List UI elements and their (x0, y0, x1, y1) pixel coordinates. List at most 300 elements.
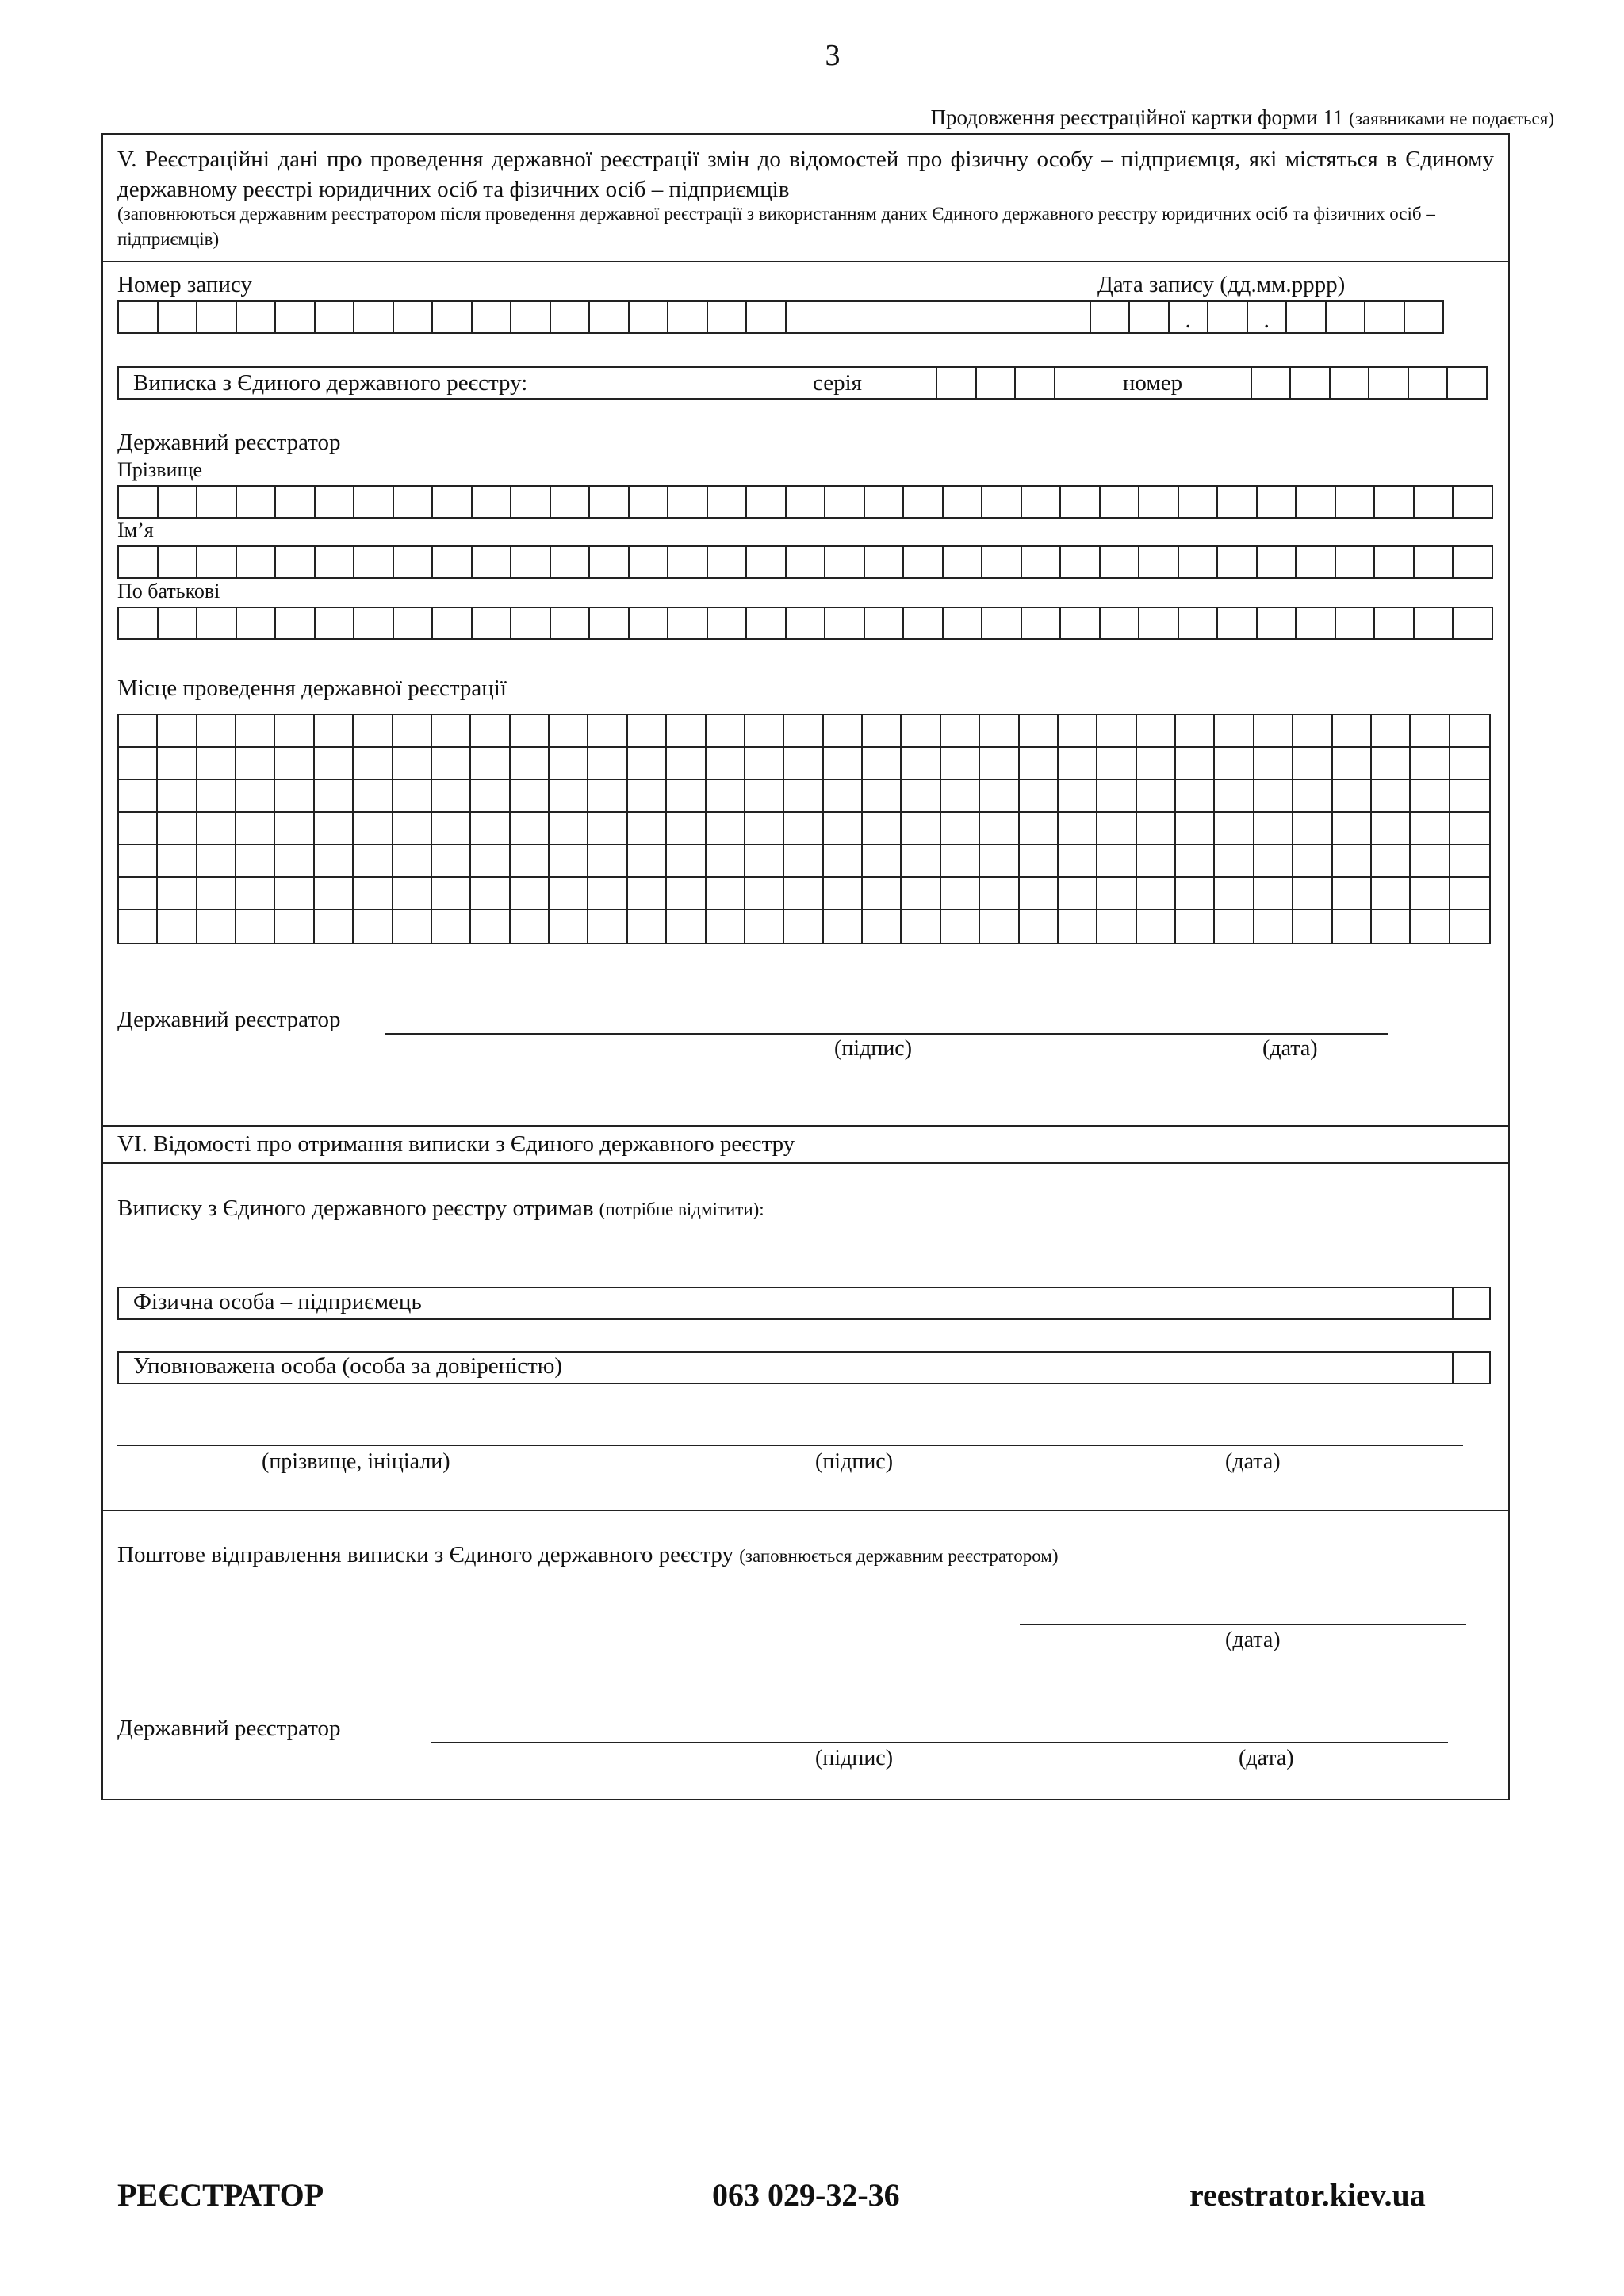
registration-place-cell[interactable] (667, 780, 706, 813)
registration-place-cell[interactable] (628, 715, 667, 748)
registration-place-cell[interactable] (784, 813, 823, 845)
patronymic-cell[interactable] (1179, 608, 1219, 638)
registration-place-cell[interactable] (1411, 845, 1450, 878)
patronymic-cell[interactable] (904, 608, 944, 638)
registration-place-cell[interactable] (1372, 780, 1411, 813)
record-number-cell[interactable] (119, 302, 159, 332)
registration-place-cell[interactable] (354, 780, 393, 813)
receiver-signature-line[interactable] (117, 1445, 1463, 1446)
surname-cell[interactable] (119, 487, 159, 517)
registration-place-cell[interactable] (1254, 845, 1293, 878)
registration-place-cell[interactable] (393, 910, 432, 943)
record-number-cell[interactable] (354, 302, 394, 332)
registrar-signature-line[interactable] (385, 1033, 1388, 1035)
registration-place-cell[interactable] (784, 910, 823, 943)
registration-place-cell[interactable] (1411, 780, 1450, 813)
registration-place-cell[interactable] (511, 845, 550, 878)
surname-cell[interactable] (197, 487, 237, 517)
patronymic-cell[interactable] (551, 608, 591, 638)
registration-place-cell[interactable] (550, 910, 588, 943)
series-cell[interactable] (1016, 368, 1055, 398)
registration-place-cell[interactable] (197, 715, 236, 748)
series-cell[interactable] (977, 368, 1017, 398)
surname-cell[interactable] (237, 487, 277, 517)
patronymic-cell[interactable] (1297, 608, 1336, 638)
registration-place-cell[interactable] (667, 813, 706, 845)
registration-place-cell[interactable] (1020, 813, 1059, 845)
registration-place-cell[interactable] (1097, 878, 1136, 910)
registration-place-cell[interactable] (197, 878, 236, 910)
name-cell[interactable] (237, 547, 277, 577)
patronymic-cell[interactable] (119, 608, 159, 638)
registration-place-cell[interactable] (236, 813, 275, 845)
patronymic-cell[interactable] (511, 608, 551, 638)
registration-place-cell[interactable] (158, 780, 197, 813)
record-date-cell[interactable] (1405, 302, 1445, 332)
registration-place-cell[interactable] (236, 845, 275, 878)
patronymic-cell[interactable] (708, 608, 748, 638)
surname-cell[interactable] (1139, 487, 1179, 517)
registration-place-cell[interactable] (902, 780, 940, 813)
registration-place-cell[interactable] (1293, 813, 1332, 845)
registration-place-cell[interactable] (315, 715, 354, 748)
registration-place-cell[interactable] (315, 748, 354, 780)
registration-place-cell[interactable] (1137, 878, 1176, 910)
name-cell[interactable] (1454, 547, 1493, 577)
registration-place-cell[interactable] (1450, 910, 1489, 943)
registration-place-cell[interactable] (158, 715, 197, 748)
registration-place-cell[interactable] (1372, 878, 1411, 910)
registration-place-cell[interactable] (1097, 813, 1136, 845)
registration-place-cell[interactable] (980, 910, 1019, 943)
patronymic-cell[interactable] (590, 608, 630, 638)
surname-cell[interactable] (511, 487, 551, 517)
record-date-cell[interactable] (1091, 302, 1131, 332)
registration-place-cell[interactable] (1254, 715, 1293, 748)
registration-place-cell[interactable] (315, 878, 354, 910)
name-cell[interactable] (1101, 547, 1140, 577)
name-cell[interactable] (433, 547, 473, 577)
registration-place-cell[interactable] (1333, 878, 1372, 910)
registration-place-cell[interactable] (824, 780, 863, 813)
registration-place-cell[interactable] (1411, 878, 1450, 910)
registration-place-cell[interactable] (354, 748, 393, 780)
registration-place-cell[interactable] (941, 748, 980, 780)
registration-place-cell[interactable] (824, 813, 863, 845)
registration-place-cell[interactable] (707, 813, 745, 845)
registration-place-cell[interactable] (667, 910, 706, 943)
registration-place-cell[interactable] (902, 878, 940, 910)
registration-place-cell[interactable] (588, 845, 627, 878)
surname-cell[interactable] (433, 487, 473, 517)
registration-place-cell[interactable] (1020, 715, 1059, 748)
registration-place-cell[interactable] (432, 878, 471, 910)
registration-place-cell[interactable] (275, 715, 314, 748)
registration-place-cell[interactable] (824, 910, 863, 943)
registration-place-cell[interactable] (863, 780, 902, 813)
registration-place-cell[interactable] (393, 813, 432, 845)
registration-place-cell[interactable] (667, 748, 706, 780)
registration-place-cell[interactable] (119, 715, 158, 748)
registration-place-cell[interactable] (1372, 748, 1411, 780)
registration-place-cell[interactable] (1411, 813, 1450, 845)
registration-place-cell[interactable] (745, 715, 784, 748)
registration-place-cell[interactable] (1097, 845, 1136, 878)
registration-place-cell[interactable] (1020, 748, 1059, 780)
registration-place-cell[interactable] (588, 878, 627, 910)
registration-place-cell[interactable] (941, 780, 980, 813)
registration-place-cell[interactable] (393, 878, 432, 910)
name-cell[interactable] (825, 547, 865, 577)
registration-place-cell[interactable] (275, 910, 314, 943)
registration-place-cell[interactable] (1293, 748, 1332, 780)
record-number-cell[interactable] (394, 302, 434, 332)
registration-place-cell[interactable] (197, 748, 236, 780)
registration-place-cell[interactable] (1020, 910, 1059, 943)
registration-place-cell[interactable] (902, 910, 940, 943)
registration-place-cell[interactable] (784, 780, 823, 813)
registration-place-cell[interactable] (707, 715, 745, 748)
patronymic-cell[interactable] (865, 608, 905, 638)
name-cell[interactable] (1022, 547, 1062, 577)
registration-place-cell[interactable] (1254, 910, 1293, 943)
registration-place-cell[interactable] (1333, 910, 1372, 943)
surname-cell[interactable] (865, 487, 905, 517)
registration-place-cell[interactable] (1254, 748, 1293, 780)
registration-place-cell[interactable] (1293, 845, 1332, 878)
patronymic-cell[interactable] (1258, 608, 1297, 638)
registration-place-cell[interactable] (784, 878, 823, 910)
registration-place-cell[interactable] (1176, 748, 1215, 780)
patronymic-cell[interactable] (1101, 608, 1140, 638)
registration-place-cell[interactable] (1137, 910, 1176, 943)
registration-place-cell[interactable] (1372, 715, 1411, 748)
surname-cell[interactable] (590, 487, 630, 517)
surname-cell[interactable] (159, 487, 198, 517)
registration-place-cell[interactable] (197, 910, 236, 943)
registration-place-cell[interactable] (315, 845, 354, 878)
registration-place-cell[interactable] (197, 845, 236, 878)
registration-place-cell[interactable] (393, 780, 432, 813)
record-date-cell[interactable] (1287, 302, 1327, 332)
registration-place-cell[interactable] (745, 878, 784, 910)
name-cell[interactable] (590, 547, 630, 577)
registration-place-cell[interactable] (1137, 715, 1176, 748)
postal-date-line[interactable] (1020, 1624, 1466, 1625)
registration-place-cell[interactable] (667, 878, 706, 910)
registration-place-cell[interactable] (393, 845, 432, 878)
registration-place-cell[interactable] (1137, 845, 1176, 878)
registration-place-cell[interactable] (588, 780, 627, 813)
registration-place-cell[interactable] (707, 845, 745, 878)
registration-place-cell[interactable] (275, 845, 314, 878)
registration-place-cell[interactable] (1137, 813, 1176, 845)
registration-place-cell[interactable] (158, 910, 197, 943)
record-number-cell[interactable] (159, 302, 198, 332)
name-cell[interactable] (1258, 547, 1297, 577)
registration-place-cell[interactable] (1333, 715, 1372, 748)
registration-place-cell[interactable] (863, 845, 902, 878)
registration-place-cell[interactable] (707, 780, 745, 813)
name-cell[interactable] (316, 547, 355, 577)
name-cell[interactable] (708, 547, 748, 577)
registration-place-cell[interactable] (432, 813, 471, 845)
registration-place-cell[interactable] (236, 715, 275, 748)
name-cell[interactable] (354, 547, 394, 577)
registration-place-cell[interactable] (432, 910, 471, 943)
name-cell[interactable] (119, 547, 159, 577)
registration-place-cell[interactable] (980, 878, 1019, 910)
registration-place-cell[interactable] (1450, 878, 1489, 910)
registration-place-cell[interactable] (1059, 878, 1097, 910)
registration-place-cell[interactable] (628, 780, 667, 813)
registration-place-cell[interactable] (511, 748, 550, 780)
registration-place-cell[interactable] (119, 813, 158, 845)
registrar-final-signature-line[interactable] (431, 1742, 1448, 1743)
registration-place-cell[interactable] (432, 845, 471, 878)
registration-place-cell[interactable] (1059, 780, 1097, 813)
name-cell[interactable] (787, 547, 826, 577)
record-number-cell[interactable] (197, 302, 237, 332)
registration-place-cell[interactable] (1372, 910, 1411, 943)
registration-place-cell[interactable] (1097, 748, 1136, 780)
surname-cell[interactable] (1258, 487, 1297, 517)
record-number-cell[interactable] (590, 302, 630, 332)
record-number-cell[interactable] (433, 302, 473, 332)
registration-place-cell[interactable] (941, 845, 980, 878)
surname-cell[interactable] (1061, 487, 1101, 517)
registration-place-cell[interactable] (980, 845, 1019, 878)
surname-cell[interactable] (787, 487, 826, 517)
registration-place-cell[interactable] (354, 845, 393, 878)
patronymic-cell[interactable] (944, 608, 983, 638)
patronymic-cell[interactable] (394, 608, 434, 638)
registration-place-cell[interactable] (628, 878, 667, 910)
registration-place-cell[interactable] (902, 813, 940, 845)
surname-cell[interactable] (982, 487, 1022, 517)
surname-cell[interactable] (1336, 487, 1376, 517)
registration-place-cell[interactable] (588, 715, 627, 748)
name-cell[interactable] (1336, 547, 1376, 577)
registration-place-cell[interactable] (863, 910, 902, 943)
registration-place-cell[interactable] (1372, 813, 1411, 845)
registration-place-cell[interactable] (941, 910, 980, 943)
record-number-cell[interactable] (237, 302, 277, 332)
patronymic-cell[interactable] (237, 608, 277, 638)
registration-place-cell[interactable] (1333, 780, 1372, 813)
registration-place-cell[interactable] (1333, 813, 1372, 845)
registration-place-cell[interactable] (550, 813, 588, 845)
registration-place-cell[interactable] (824, 845, 863, 878)
record-date-cell[interactable] (1130, 302, 1170, 332)
registration-place-cell[interactable] (354, 910, 393, 943)
patronymic-cell[interactable] (1022, 608, 1062, 638)
registration-place-cell[interactable] (1215, 780, 1254, 813)
surname-cell[interactable] (551, 487, 591, 517)
registration-place-cell[interactable] (1333, 845, 1372, 878)
registration-place-cell[interactable] (158, 845, 197, 878)
registration-place-cell[interactable] (745, 845, 784, 878)
registration-place-cell[interactable] (550, 878, 588, 910)
registration-place-cell[interactable] (1176, 780, 1215, 813)
record-number-cell[interactable] (511, 302, 551, 332)
surname-cell[interactable] (354, 487, 394, 517)
patronymic-cell[interactable] (354, 608, 394, 638)
registration-place-cell[interactable] (824, 878, 863, 910)
name-cell[interactable] (394, 547, 434, 577)
registration-place-cell[interactable] (119, 845, 158, 878)
registration-place-cell[interactable] (119, 910, 158, 943)
record-number-cell[interactable] (630, 302, 669, 332)
patronymic-cell[interactable] (276, 608, 316, 638)
registration-place-cell[interactable] (1254, 780, 1293, 813)
registration-place-cell[interactable] (1215, 845, 1254, 878)
surname-cell[interactable] (1101, 487, 1140, 517)
registration-place-cell[interactable] (158, 878, 197, 910)
registration-place-cell[interactable] (1137, 780, 1176, 813)
registration-place-cell[interactable] (550, 780, 588, 813)
registration-place-cell[interactable] (1059, 715, 1097, 748)
name-cell[interactable] (982, 547, 1022, 577)
registration-place-grid[interactable] (117, 714, 1491, 944)
registration-place-cell[interactable] (432, 715, 471, 748)
registration-place-cell[interactable] (902, 715, 940, 748)
registration-place-cell[interactable] (588, 748, 627, 780)
registration-place-cell[interactable] (1450, 748, 1489, 780)
registration-place-cell[interactable] (471, 878, 510, 910)
registration-place-cell[interactable] (511, 813, 550, 845)
patronymic-cell[interactable] (1061, 608, 1101, 638)
registration-place-cell[interactable] (863, 715, 902, 748)
registration-place-cell[interactable] (628, 910, 667, 943)
registration-place-cell[interactable] (275, 813, 314, 845)
patronymic-cell[interactable] (1218, 608, 1258, 638)
surname-cell[interactable] (904, 487, 944, 517)
patronymic-cell[interactable] (982, 608, 1022, 638)
surname-cell[interactable] (394, 487, 434, 517)
registration-place-cell[interactable] (236, 910, 275, 943)
surname-cell[interactable] (1375, 487, 1415, 517)
number-cell[interactable] (1409, 368, 1449, 398)
surname-cell[interactable] (747, 487, 787, 517)
registration-place-cell[interactable] (550, 845, 588, 878)
name-cell[interactable] (1297, 547, 1336, 577)
registration-place-cell[interactable] (1215, 813, 1254, 845)
registration-place-cell[interactable] (511, 878, 550, 910)
patronymic-cell[interactable] (1336, 608, 1376, 638)
registration-place-cell[interactable] (980, 748, 1019, 780)
registration-place-cell[interactable] (275, 878, 314, 910)
record-date-cell[interactable] (1248, 302, 1288, 332)
registration-place-cell[interactable] (471, 910, 510, 943)
registration-place-cell[interactable] (1059, 748, 1097, 780)
record-number-cell[interactable] (747, 302, 787, 332)
registration-place-cell[interactable] (1293, 878, 1332, 910)
name-cell[interactable] (865, 547, 905, 577)
registration-place-cell[interactable] (707, 878, 745, 910)
registration-place-cell[interactable] (863, 748, 902, 780)
registration-place-cell[interactable] (1411, 910, 1450, 943)
registration-place-cell[interactable] (941, 715, 980, 748)
registration-place-cell[interactable] (197, 813, 236, 845)
record-number-cell[interactable] (708, 302, 748, 332)
surname-cell[interactable] (668, 487, 708, 517)
name-cell[interactable] (944, 547, 983, 577)
registration-place-cell[interactable] (745, 813, 784, 845)
registration-place-cell[interactable] (707, 748, 745, 780)
registration-place-cell[interactable] (1254, 813, 1293, 845)
registration-place-cell[interactable] (1293, 780, 1332, 813)
registration-place-cell[interactable] (1059, 813, 1097, 845)
registration-place-cell[interactable] (511, 780, 550, 813)
option-entrepreneur-checkbox[interactable] (1454, 1288, 1489, 1318)
registration-place-cell[interactable] (158, 748, 197, 780)
name-cell[interactable] (551, 547, 591, 577)
number-cell[interactable] (1369, 368, 1409, 398)
record-number-cell[interactable] (276, 302, 316, 332)
number-cell[interactable] (1291, 368, 1331, 398)
registration-place-cell[interactable] (1137, 748, 1176, 780)
registration-place-cell[interactable] (745, 748, 784, 780)
registration-place-cell[interactable] (1215, 878, 1254, 910)
registration-place-cell[interactable] (707, 910, 745, 943)
registration-place-cell[interactable] (315, 780, 354, 813)
registration-place-cell[interactable] (1293, 715, 1332, 748)
registration-place-cell[interactable] (1020, 878, 1059, 910)
registration-place-cell[interactable] (197, 780, 236, 813)
registration-place-cell[interactable] (1293, 910, 1332, 943)
registration-place-cell[interactable] (511, 715, 550, 748)
surname-cell[interactable] (1218, 487, 1258, 517)
registration-place-cell[interactable] (588, 813, 627, 845)
registration-place-cell[interactable] (1450, 813, 1489, 845)
registration-place-cell[interactable] (119, 748, 158, 780)
registration-place-cell[interactable] (902, 748, 940, 780)
registration-place-cell[interactable] (354, 878, 393, 910)
patronymic-cell[interactable] (433, 608, 473, 638)
registration-place-cell[interactable] (824, 715, 863, 748)
registration-place-cell[interactable] (236, 748, 275, 780)
surname-cell[interactable] (825, 487, 865, 517)
registration-place-cell[interactable] (863, 813, 902, 845)
surname-cell[interactable] (1415, 487, 1454, 517)
number-cell[interactable] (1331, 368, 1370, 398)
name-cell[interactable] (473, 547, 512, 577)
registration-place-cell[interactable] (236, 878, 275, 910)
patronymic-cell[interactable] (787, 608, 826, 638)
registration-place-cell[interactable] (980, 715, 1019, 748)
surname-cell[interactable] (1454, 487, 1493, 517)
registration-place-cell[interactable] (1333, 748, 1372, 780)
registration-place-cell[interactable] (550, 748, 588, 780)
registration-place-cell[interactable] (1176, 878, 1215, 910)
registration-place-cell[interactable] (667, 715, 706, 748)
patronymic-cell[interactable] (747, 608, 787, 638)
patronymic-cell[interactable] (316, 608, 355, 638)
registration-place-cell[interactable] (275, 748, 314, 780)
patronymic-cell[interactable] (668, 608, 708, 638)
registration-place-cell[interactable] (1215, 748, 1254, 780)
registration-place-cell[interactable] (745, 910, 784, 943)
patronymic-cell[interactable] (1375, 608, 1415, 638)
registration-place-cell[interactable] (354, 813, 393, 845)
surname-cell[interactable] (1022, 487, 1062, 517)
surname-cell[interactable] (630, 487, 669, 517)
patronymic-cell[interactable] (1454, 608, 1493, 638)
name-cell[interactable] (1139, 547, 1179, 577)
registration-place-cell[interactable] (628, 748, 667, 780)
patronymic-cell[interactable] (825, 608, 865, 638)
